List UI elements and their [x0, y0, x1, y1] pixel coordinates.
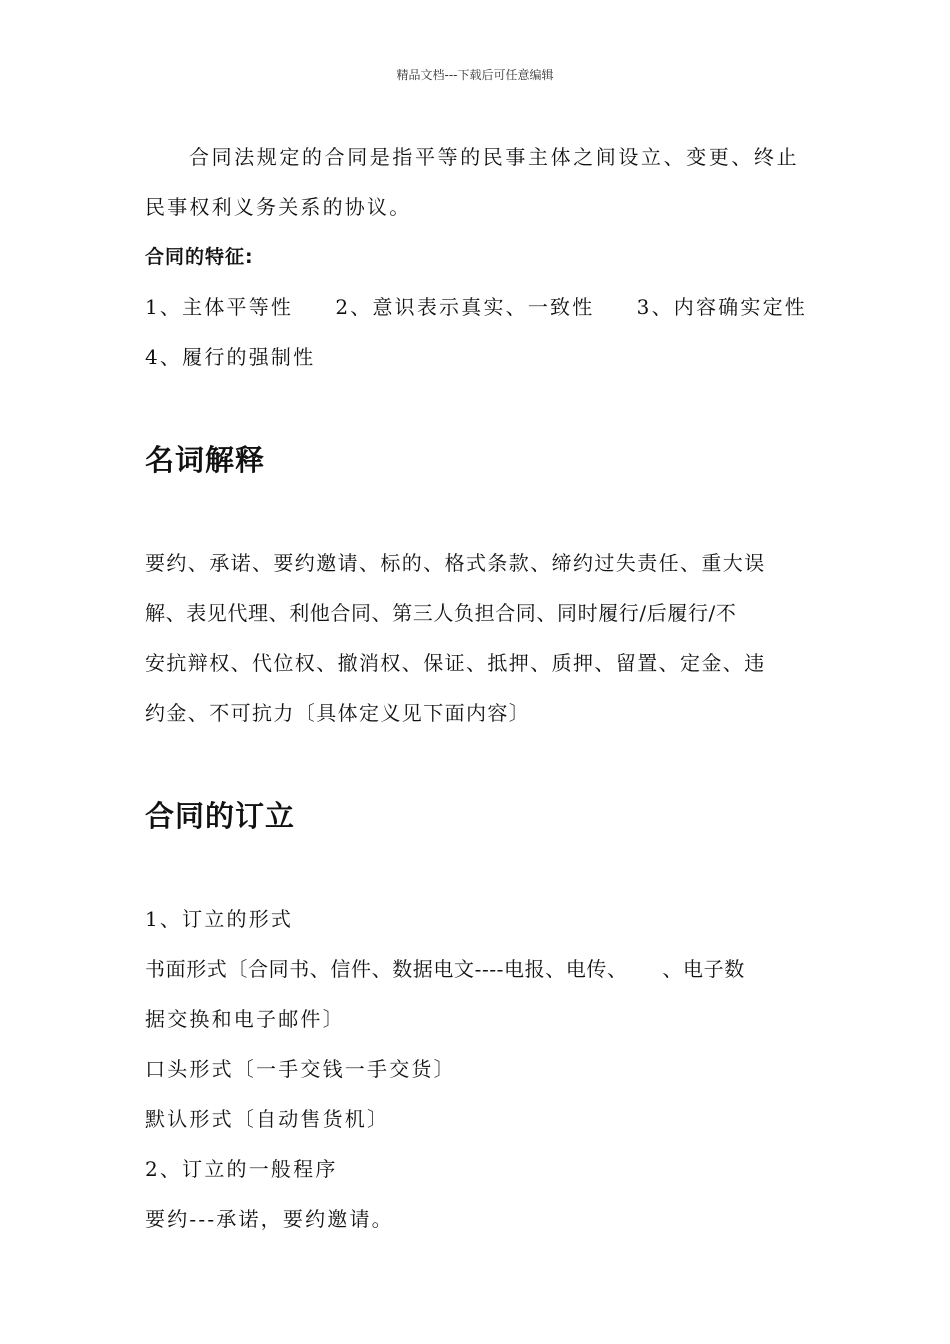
features-label: 合同的特征:: [145, 246, 254, 268]
spacer: [145, 836, 807, 894]
intro-line-2: 民事权利义务关系的协议。: [145, 195, 412, 219]
feature-item-2: 2、意识表示真实、一致性: [335, 295, 595, 319]
procedure-line: 要约---承诺，要约邀请。: [145, 1207, 394, 1231]
written-form-line-2: 据交换和电子邮件〕: [145, 1007, 345, 1031]
oral-form: 口头形式〔一手交钱一手交货〕: [145, 1057, 456, 1081]
terms-line-4: 约金、不可抗力〔具体定义见下面内容〕: [145, 701, 531, 725]
written-form-line-1: 书面形式〔合同书、信件、数据电文----电报、电传、 、电子数: [145, 957, 745, 981]
intro-line-1: 合同法规定的合同是指平等的民事主体之间设立、变更、终止: [189, 145, 800, 169]
default-form: 默认形式〔自动售货机〕: [145, 1107, 390, 1131]
formation-sub-2: 2、订立的一般程序: [145, 1157, 338, 1181]
features-list: [145, 282, 807, 332]
spacer: [145, 738, 807, 796]
terms-line-3: 安抗辩权、代位权、撤消权、保证、抵押、质押、留置、定金、违: [145, 651, 766, 675]
terms-line-1: 要约、承诺、要约邀请、标的、格式条款、缔约过失责任、重大误: [145, 551, 766, 575]
document-body: [145, 132, 807, 1244]
terms-line-2: 解、表见代理、利他合同、第三人负担合同、同时履行/后履行/不: [145, 601, 737, 625]
formation-heading: 合同的订立: [145, 799, 296, 833]
feature-item-3: 3、内容确实定性: [636, 295, 807, 319]
terms-heading: 名词解释: [145, 443, 266, 477]
feature-item-4: 4、履行的强制性: [145, 345, 316, 369]
page-header: 精品文档---下载后可任意编辑: [396, 68, 554, 82]
formation-sub-1: 1、订立的形式: [145, 907, 294, 931]
spacer: [145, 480, 807, 538]
feature-item-1: 1、主体平等性: [145, 295, 294, 319]
spacer: [145, 382, 807, 440]
